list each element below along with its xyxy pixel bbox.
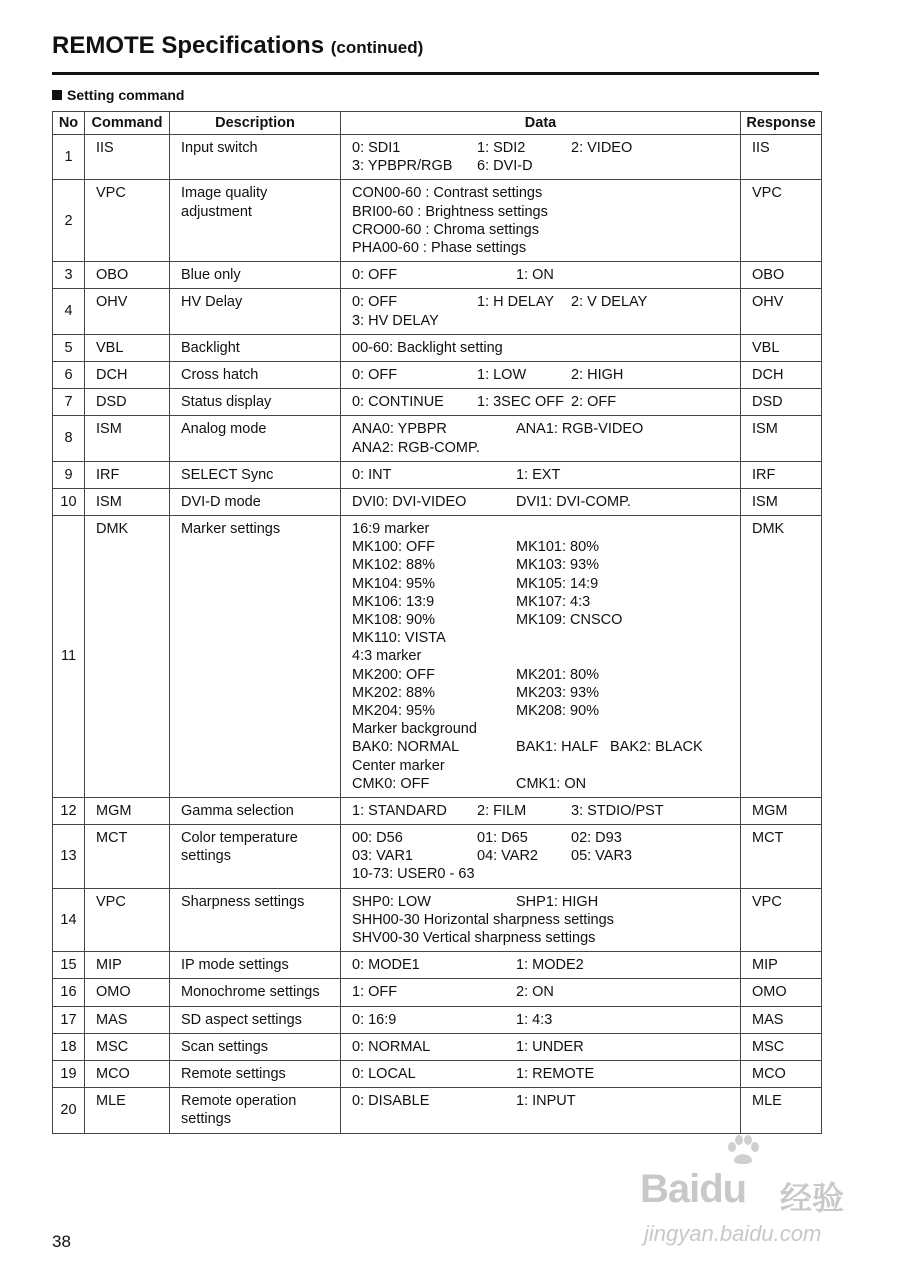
data-value: 2: ON (516, 984, 554, 1001)
data-value: MK100: OFF (352, 539, 435, 556)
data-value: ANA1: RGB-VIDEO (516, 421, 644, 438)
command-cell: OHV (85, 289, 170, 334)
data-value: 1: OFF (352, 984, 398, 1001)
data-value: 1: REMOTE (516, 1066, 595, 1083)
data-line (352, 312, 732, 330)
data-cell (341, 488, 741, 515)
data-cell (341, 1006, 741, 1033)
watermark-brand: Baidu (640, 1167, 747, 1211)
description-cell (170, 516, 341, 798)
data-line (352, 221, 732, 239)
data-value: CRO00-60 : Chroma settings (352, 221, 539, 238)
response-cell: OMO (741, 979, 822, 1006)
header-response: Response (741, 112, 822, 135)
description-line: Status display (181, 394, 272, 411)
data-value: 0: OFF (352, 294, 398, 311)
row-number: 6 (53, 361, 85, 388)
data-value: DVI0: DVI-VIDEO (352, 493, 467, 510)
description-cell (170, 289, 341, 334)
data-value: 1: INPUT (516, 1093, 576, 1110)
data-value: CMK0: OFF (352, 775, 430, 792)
data-cell (341, 1033, 741, 1060)
data-value: Center marker (352, 757, 445, 774)
data-line (352, 266, 732, 284)
row-number: 20 (53, 1088, 85, 1133)
command-cell: VPC (85, 180, 170, 262)
description-line: HV Delay (181, 294, 243, 311)
description-line: IP mode settings (181, 957, 289, 974)
data-value: SHH00-30 Horizontal sharpness settings (352, 911, 614, 928)
data-value: 1: ON (516, 267, 554, 284)
command-cell: MCT (85, 825, 170, 889)
data-value: 2: OFF (571, 394, 617, 411)
data-line (352, 420, 732, 438)
data-line (352, 720, 732, 738)
data-value: Marker background (352, 721, 477, 738)
description-line: Backlight (181, 339, 240, 356)
description-line: Analog mode (181, 421, 267, 438)
response-cell: MSC (741, 1033, 822, 1060)
data-line (352, 802, 732, 820)
table-row (53, 361, 822, 388)
table-row (53, 334, 822, 361)
row-number: 9 (53, 461, 85, 488)
data-value: 3: YPBPR/RGB (352, 158, 453, 175)
data-line (352, 929, 732, 947)
data-value: 1: EXT (516, 466, 561, 483)
command-cell: DSD (85, 389, 170, 416)
data-value: 0: MODE1 (352, 957, 420, 974)
data-cell (341, 361, 741, 388)
data-value: MK107: 4:3 (516, 593, 591, 610)
command-cell: DMK (85, 516, 170, 798)
table-row (53, 1006, 822, 1033)
data-line (352, 139, 732, 157)
title-suffix: (continued) (330, 38, 424, 57)
response-cell: OBO (741, 262, 822, 289)
data-cell (341, 389, 741, 416)
data-value: MK109: CNSCO (516, 612, 623, 629)
command-cell: ISM (85, 416, 170, 461)
data-value: 2: V DELAY (571, 294, 648, 311)
description-line: settings (181, 848, 231, 865)
response-cell: VBL (741, 334, 822, 361)
command-cell: VPC (85, 888, 170, 952)
data-value: 00-60: Backlight setting (352, 339, 503, 356)
description-cell (170, 1006, 341, 1033)
data-line (352, 538, 732, 556)
row-number: 17 (53, 1006, 85, 1033)
data-cell (341, 1061, 741, 1088)
response-cell: MCO (741, 1061, 822, 1088)
table-row (53, 488, 822, 515)
command-cell: IIS (85, 135, 170, 180)
description-cell (170, 461, 341, 488)
square-bullet-icon (52, 90, 62, 100)
description-cell (170, 1033, 341, 1060)
row-number: 16 (53, 979, 85, 1006)
description-cell (170, 952, 341, 979)
response-cell: OHV (741, 289, 822, 334)
data-line (352, 184, 732, 202)
description-line: Input switch (181, 140, 258, 156)
data-value: MK208: 90% (516, 702, 600, 719)
data-value: 0: INT (352, 466, 392, 483)
data-value: MK101: 80% (516, 539, 600, 556)
description-cell (170, 797, 341, 824)
data-value: BRI00-60 : Brightness settings (352, 203, 548, 220)
data-line (352, 738, 732, 756)
response-cell: MGM (741, 797, 822, 824)
watermark-url: jingyan.baidu.com (644, 1221, 822, 1246)
data-line (352, 393, 732, 411)
data-value: MK110: VISTA (352, 630, 446, 647)
data-line (352, 647, 732, 665)
data-value: PHA00-60 : Phase settings (352, 239, 527, 256)
title-rule (52, 72, 819, 75)
data-value: BAK0: NORMAL (352, 739, 460, 756)
data-cell (341, 461, 741, 488)
command-cell: OBO (85, 262, 170, 289)
row-number: 1 (53, 135, 85, 180)
command-cell: MSC (85, 1033, 170, 1060)
command-cell: MGM (85, 797, 170, 824)
data-line (352, 493, 732, 511)
data-line (352, 439, 732, 457)
table-header-row (53, 112, 822, 135)
table-row (53, 1033, 822, 1060)
data-value: MK203: 93% (516, 684, 600, 701)
response-cell: VPC (741, 180, 822, 262)
data-value: MK104: 95% (352, 575, 436, 592)
command-cell: MIP (85, 952, 170, 979)
data-value: 3: HV DELAY (352, 312, 439, 329)
data-value: SHV00-30 Vertical sharpness settings (352, 930, 596, 947)
description-cell (170, 979, 341, 1006)
data-line (352, 466, 732, 484)
data-line (352, 339, 732, 357)
data-cell (341, 1088, 741, 1133)
description-line: settings (181, 1111, 231, 1128)
data-value: 4:3 marker (352, 648, 422, 665)
data-value: DVI1: DVI-COMP. (516, 493, 631, 510)
description-cell (170, 825, 341, 889)
data-value: 1: H DELAY (477, 294, 555, 311)
data-value: 10-73: USER0 - 63 (352, 866, 475, 883)
data-value: BAK2: BLACK (610, 739, 703, 756)
table-row (53, 262, 822, 289)
data-value: 04: VAR2 (477, 848, 538, 865)
data-line (352, 593, 732, 611)
description-cell (170, 262, 341, 289)
description-cell (170, 361, 341, 388)
data-value: 0: OFF (352, 267, 398, 284)
data-cell (341, 180, 741, 262)
row-number: 12 (53, 797, 85, 824)
table-row (53, 1061, 822, 1088)
command-cell: ISM (85, 488, 170, 515)
table-row (53, 1088, 822, 1133)
data-value: 1: STANDARD (352, 802, 447, 819)
data-line (352, 666, 732, 684)
data-line (352, 520, 732, 538)
data-line (352, 293, 732, 311)
command-cell: OMO (85, 979, 170, 1006)
data-value: 05: VAR3 (571, 848, 632, 865)
description-line: Monochrome settings (181, 984, 320, 1001)
description-cell (170, 389, 341, 416)
data-cell (341, 979, 741, 1006)
data-cell (341, 516, 741, 798)
data-cell (341, 416, 741, 461)
data-value: 00: D56 (352, 830, 403, 847)
response-cell: MCT (741, 825, 822, 889)
data-value: CON00-60 : Contrast settings (352, 185, 543, 202)
data-cell (341, 888, 741, 952)
setting-command-table (52, 111, 822, 1134)
data-line (352, 829, 732, 847)
data-line (352, 611, 732, 629)
data-line (352, 847, 732, 865)
description-line: Image quality (181, 185, 268, 202)
description-cell (170, 888, 341, 952)
table-row (53, 389, 822, 416)
response-cell: MLE (741, 1088, 822, 1133)
data-value: 0: LOCAL (352, 1066, 416, 1083)
data-line (352, 956, 732, 974)
page-title: REMOTE Specifications (continued) (52, 32, 424, 59)
data-line (352, 702, 732, 720)
data-line (352, 775, 732, 793)
response-cell: DMK (741, 516, 822, 798)
response-cell: IIS (741, 135, 822, 180)
description-cell (170, 416, 341, 461)
header-description: Description (170, 112, 341, 135)
table-row (53, 461, 822, 488)
data-value: 1: UNDER (516, 1038, 584, 1055)
description-line: Cross hatch (181, 366, 259, 383)
row-number: 4 (53, 289, 85, 334)
data-value: 0: SDI1 (352, 140, 401, 156)
data-cell (341, 334, 741, 361)
data-value: 1: 3SEC OFF (477, 394, 565, 411)
description-cell (170, 488, 341, 515)
data-value: 1: 4:3 (516, 1011, 553, 1028)
row-number: 13 (53, 825, 85, 889)
data-value: 1: LOW (477, 366, 527, 383)
description-line: Scan settings (181, 1038, 269, 1055)
data-value: 2: FILM (477, 802, 527, 819)
description-line: Gamma selection (181, 802, 294, 819)
header-data: Data (341, 112, 741, 135)
data-value: 0: NORMAL (352, 1038, 431, 1055)
data-value: ANA2: RGB-COMP. (352, 439, 480, 456)
command-cell: DCH (85, 361, 170, 388)
data-value: MK201: 80% (516, 666, 600, 683)
data-value: BAK1: HALF (516, 739, 599, 756)
data-line (352, 629, 732, 647)
table-row (53, 979, 822, 1006)
description-line: SD aspect settings (181, 1011, 302, 1028)
data-value: MK200: OFF (352, 666, 435, 683)
description-line: Remote settings (181, 1066, 286, 1083)
header-command: Command (85, 112, 170, 135)
description-cell (170, 180, 341, 262)
table-row (53, 952, 822, 979)
data-line (352, 911, 732, 929)
row-number: 15 (53, 952, 85, 979)
table-row (53, 888, 822, 952)
description-line: SELECT Sync (181, 466, 274, 483)
response-cell: VPC (741, 888, 822, 952)
row-number: 19 (53, 1061, 85, 1088)
data-line (352, 983, 732, 1001)
response-cell: IRF (741, 461, 822, 488)
data-line (352, 757, 732, 775)
data-value: CMK1: ON (516, 775, 587, 792)
command-cell: MAS (85, 1006, 170, 1033)
table-row (53, 416, 822, 461)
data-value: MK103: 93% (516, 557, 600, 574)
row-number: 3 (53, 262, 85, 289)
command-cell: VBL (85, 334, 170, 361)
data-value: 03: VAR1 (352, 848, 413, 865)
data-cell (341, 825, 741, 889)
response-cell: DSD (741, 389, 822, 416)
data-line (352, 239, 732, 257)
description-cell (170, 334, 341, 361)
row-number: 10 (53, 488, 85, 515)
data-line (352, 1038, 732, 1056)
data-value: 0: DISABLE (352, 1093, 430, 1110)
data-value: MK202: 88% (352, 684, 436, 701)
response-cell: ISM (741, 416, 822, 461)
row-number: 5 (53, 334, 85, 361)
page-number: 38 (52, 1232, 71, 1251)
data-value: MK102: 88% (352, 557, 436, 574)
data-cell (341, 135, 741, 180)
row-number: 7 (53, 389, 85, 416)
data-value: ANA0: YPBPR (352, 421, 447, 438)
data-value: 01: D65 (477, 830, 528, 847)
description-line: DVI-D mode (181, 493, 261, 510)
data-value: 3: STDIO/PST (571, 802, 664, 819)
data-value: 0: CONTINUE (352, 394, 444, 411)
data-value: 02: D93 (571, 830, 622, 847)
data-line (352, 556, 732, 574)
data-value: 6: DVI-D (477, 158, 533, 175)
table-body (53, 135, 822, 1134)
description-line: Color temperature (181, 830, 298, 847)
data-line (352, 1092, 732, 1110)
response-cell: DCH (741, 361, 822, 388)
response-cell: MIP (741, 952, 822, 979)
data-value: SHP0: LOW (352, 893, 431, 910)
data-line (352, 1011, 732, 1029)
row-number: 18 (53, 1033, 85, 1060)
section-heading: Setting command (52, 87, 184, 103)
data-value: 2: HIGH (571, 366, 624, 383)
data-value: MK108: 90% (352, 612, 436, 629)
header-no: No (53, 112, 85, 135)
data-line (352, 865, 732, 883)
table-row (53, 180, 822, 262)
data-value: 1: SDI2 (477, 140, 526, 156)
data-value: 1: MODE2 (516, 957, 584, 974)
description-line: Marker settings (181, 521, 281, 538)
watermark-cn: 经验 (780, 1180, 845, 1216)
data-line (352, 366, 732, 384)
data-cell (341, 289, 741, 334)
paw-logo-icon (726, 1135, 760, 1165)
table-row (53, 516, 822, 798)
data-cell (341, 797, 741, 824)
table-row (53, 825, 822, 889)
description-cell (170, 135, 341, 180)
row-number: 11 (53, 516, 85, 798)
data-value: MK105: 14:9 (516, 575, 599, 592)
data-value: SHP1: HIGH (516, 893, 599, 910)
table-row (53, 289, 822, 334)
row-number: 8 (53, 416, 85, 461)
data-value: 16:9 marker (352, 521, 430, 538)
command-cell: MCO (85, 1061, 170, 1088)
data-line (352, 203, 732, 221)
data-line (352, 157, 732, 175)
data-line (352, 575, 732, 593)
command-cell: MLE (85, 1088, 170, 1133)
description-line: Blue only (181, 267, 241, 284)
data-value: 0: 16:9 (352, 1011, 397, 1028)
table-row (53, 797, 822, 824)
row-number: 14 (53, 888, 85, 952)
command-cell: IRF (85, 461, 170, 488)
data-value: MK106: 13:9 (352, 593, 435, 610)
data-value: 0: OFF (352, 366, 398, 383)
description-line: Sharpness settings (181, 893, 305, 910)
description-line: Remote operation (181, 1093, 297, 1110)
response-cell: MAS (741, 1006, 822, 1033)
data-cell (341, 952, 741, 979)
description-cell (170, 1061, 341, 1088)
data-value: MK204: 95% (352, 702, 436, 719)
data-line (352, 1065, 732, 1083)
table-row (53, 135, 822, 180)
data-value: 2: VIDEO (571, 140, 633, 156)
data-line (352, 893, 732, 911)
description-line: adjustment (181, 203, 252, 220)
data-cell (341, 262, 741, 289)
response-cell: ISM (741, 488, 822, 515)
row-number: 2 (53, 180, 85, 262)
description-cell (170, 1088, 341, 1133)
data-line (352, 684, 732, 702)
